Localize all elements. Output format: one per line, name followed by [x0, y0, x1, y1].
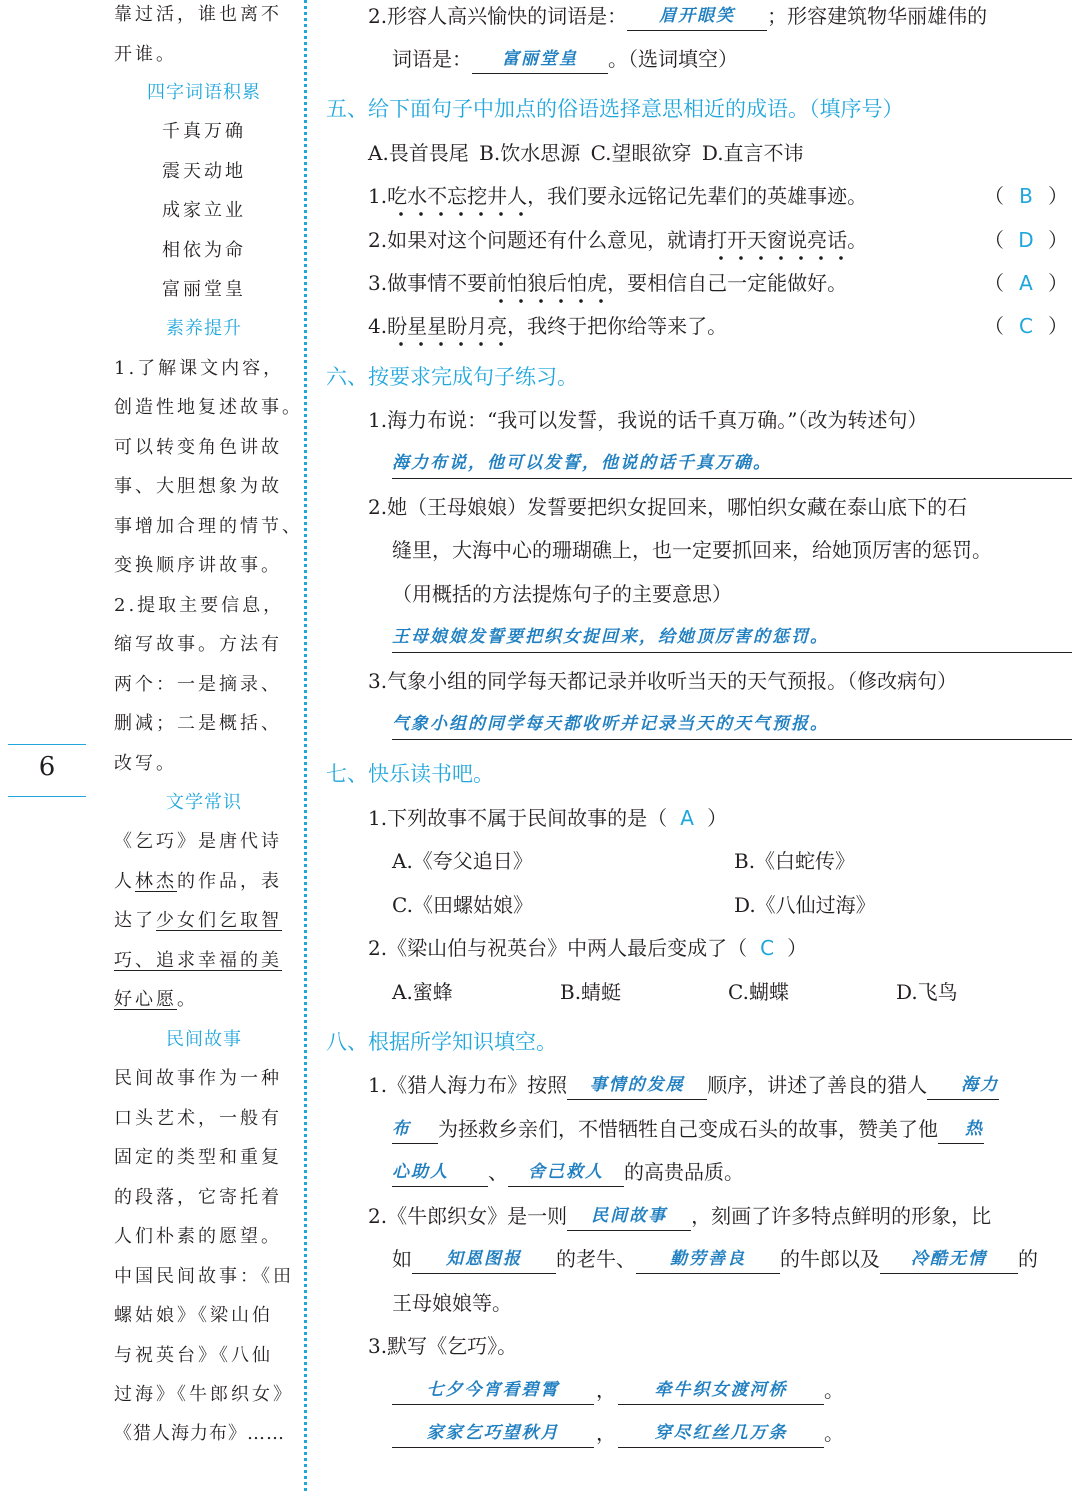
- literature-line: 《乞巧》是唐代诗: [114, 831, 282, 852]
- literature-line: 好心愿。: [114, 989, 198, 1010]
- section-6-q2: （用概括的方法提炼句子的主要意思）: [392, 582, 732, 606]
- answer-letter: A: [680, 806, 694, 830]
- literature-line: 达了少女们乞取智: [114, 910, 282, 931]
- section-7-option: A.蜜蜂: [392, 980, 453, 1004]
- folk-line: 人们朴素的愿望。: [114, 1226, 282, 1247]
- page-number-top-rule: [8, 744, 86, 745]
- section-5-item: 1.吃水不忘挖井人，我们要永远铭记先辈们的英雄事迹。 （ B ）: [368, 181, 1072, 211]
- section-5-title: 五、给下面句子中加点的俗语选择意思相近的成语。（填序号）: [326, 97, 904, 121]
- folk-line: 螺姑娘》《梁山伯: [114, 1305, 273, 1326]
- poem-blank: 七夕今宵看碧霄: [392, 1376, 594, 1405]
- answer-paren: （ B ）: [984, 184, 1068, 208]
- section-6-title: 六、按要求完成句子练习。: [326, 365, 578, 389]
- skill-line: 删减；二是概括、: [114, 713, 282, 734]
- answer-paren: （ A ）: [984, 271, 1068, 295]
- page-number-bottom-rule: [8, 796, 86, 797]
- underlined-theme: 少女们乞取智: [156, 910, 282, 931]
- section-8-q2-line2: 如 知恩图报 的老牛、 勤劳善良 的牛郎以及 冷酷无情 的: [392, 1244, 1038, 1274]
- section-7-option: D.飞鸟: [896, 980, 958, 1004]
- q4-2-line2: 词语是： 富丽堂皇 。（选词填空）: [392, 44, 738, 74]
- section-7-option: C.蝴蝶: [728, 980, 789, 1004]
- section-7-option: B.《白蛇传》: [734, 849, 856, 873]
- poem-line: 七夕今宵看碧霄 ， 牵牛织女渡河桥 。: [392, 1375, 844, 1405]
- skill-line: 2.提取主要信息，: [114, 595, 285, 616]
- sidebar-intro-line: 靠过活，谁也离不: [114, 4, 282, 25]
- section-7-option: B.蜻蜓: [560, 980, 622, 1004]
- poem-line: 家家乞巧望秋月 ， 穿尽红丝几万条 。: [392, 1418, 844, 1448]
- folk-heading: 民间故事: [166, 1029, 242, 1050]
- answer-blank: 冷酷无情: [880, 1245, 1018, 1274]
- folk-line: 《猎人海力布》……: [114, 1423, 285, 1444]
- section-7-title: 七、快乐读书吧。: [326, 762, 494, 786]
- answer-paren: （ C ）: [984, 314, 1068, 338]
- section-8-q3: 3.默写《乞巧》。: [368, 1334, 518, 1358]
- page-number: 6: [38, 752, 56, 782]
- section-6-a1: 海力布说，他可以发誓，他说的话千真万确。: [392, 448, 1072, 479]
- section-6-a3: 气象小组的同学每天都收听并记录当天的天气预报。: [392, 709, 1072, 740]
- folk-line: 固定的类型和重复: [114, 1147, 282, 1168]
- answer-blank: 事情的发展: [567, 1071, 707, 1100]
- section-8-q1-line3: 心助人 、 舍己救人 的高贵品质。: [392, 1157, 744, 1187]
- answer-blank: 海力: [927, 1071, 999, 1100]
- section-6-a2: 王母娘娘发誓要把织女捉回来，给她顶厉害的惩罚。: [392, 622, 1072, 653]
- section-6-q1: 1.海力布说：“我可以发誓，我说的话千真万确。”（改为转述句）: [368, 408, 928, 432]
- folk-line: 民间故事作为一种: [114, 1068, 282, 1089]
- skill-line: 变换顺序讲故事。: [114, 555, 282, 576]
- section-7-option: A.《夸父追日》: [392, 849, 533, 873]
- sidebar-intro-line: 开谁。: [114, 44, 177, 65]
- skill-line: 改写。: [114, 753, 177, 774]
- answer-blank: 富丽堂皇: [472, 45, 608, 74]
- literature-line: 巧、追求幸福的美: [114, 950, 282, 971]
- dotted-phrase: 吃水不忘挖井人: [387, 181, 527, 211]
- section-7-q1: 1.下列故事不属于民间故事的是（ A ）: [368, 803, 727, 833]
- section-5-item: 3.做事情不要前怕狼后怕虎，要相信自己一定能做好。 （ A ）: [368, 268, 1072, 298]
- vocab-item: 震天动地: [162, 161, 246, 182]
- answer-blank: 民间故事: [567, 1202, 691, 1231]
- section-7-option: C.《田螺姑娘》: [392, 893, 533, 917]
- section-8-q2-line1: 2.《牛郎织女》是一则 民间故事 ，刻画了许多特点鲜明的形象，比: [368, 1201, 991, 1231]
- dotted-phrase: 盼星星盼月亮: [387, 311, 507, 341]
- section-8-q1-line1: 1.《猎人海力布》按照 事情的发展 顺序，讲述了善良的猎人 海力: [368, 1070, 999, 1100]
- poem-blank: 穿尽红丝几万条: [618, 1419, 824, 1448]
- section-6-q3: 3.气象小组的同学每天都记录并收听当天的天气预报。（修改病句）: [368, 669, 958, 693]
- dotted-phrase: 前怕狼后怕虎: [487, 268, 607, 298]
- folk-line: 口头艺术，一般有: [114, 1108, 282, 1129]
- answer-blank: 勤劳善良: [636, 1245, 780, 1274]
- answer-blank: 心助人: [392, 1158, 488, 1187]
- answer-letter: C: [760, 936, 775, 960]
- answer-paren: （ D ）: [984, 228, 1068, 252]
- underlined-author: 林杰: [135, 871, 177, 892]
- section-8-q1-line2: 布 为拯救乡亲们，不惜牺牲自己变成石头的故事，赞美了他 热: [392, 1114, 984, 1144]
- section-7-option: D.《八仙过海》: [734, 893, 876, 917]
- section-6-q2: 缝里，大海中心的珊瑚礁上，也一定要抓回来，给她顶厉害的惩罚。: [392, 538, 992, 562]
- section-7-q2: 2.《梁山伯与祝英台》中两人最后变成了（ C ）: [368, 933, 807, 963]
- q4-2-line1: 2.形容人高兴愉快的词语是： 眉开眼笑 ；形容建筑物华丽雄伟的: [368, 1, 987, 31]
- folk-line: 与祝英台》《八仙: [114, 1345, 273, 1366]
- section-8-title: 八、根据所学知识填空。: [326, 1030, 557, 1054]
- dotted-divider: [304, 0, 307, 1491]
- answer-blank: 舍己救人: [508, 1158, 624, 1187]
- skill-line: 两个：一是摘录、: [114, 674, 282, 695]
- dotted-phrase: 打开天窗说亮话: [707, 225, 847, 255]
- folk-line: 中国民间故事：《田: [114, 1266, 294, 1287]
- vocab-item: 千真万确: [162, 121, 246, 142]
- skill-line: 事增加合理的情节、: [114, 516, 303, 537]
- skill-heading: 素养提升: [166, 318, 242, 339]
- vocab-item: 成家立业: [162, 200, 246, 221]
- folk-line: 的段落，它寄托着: [114, 1187, 282, 1208]
- skill-line: 创造性地复述故事。: [114, 397, 303, 418]
- poem-blank: 牵牛织女渡河桥: [618, 1376, 824, 1405]
- section-5-options: A.畏首畏尾 B.饮水思源 C.望眼欲穿 D.直言不讳: [368, 141, 804, 165]
- literature-heading: 文学常识: [166, 792, 242, 813]
- literature-line: 人林杰的作品，表: [114, 871, 282, 892]
- skill-line: 1.了解课文内容，: [114, 358, 285, 379]
- skill-line: 事、大胆想象为故: [114, 476, 282, 497]
- section-6-q2: 2.她（王母娘娘）发誓要把织女捉回来，哪怕织女藏在泰山底下的石: [368, 495, 968, 519]
- answer-blank: 眉开眼笑: [627, 2, 767, 31]
- vocab-heading: 四字词语积累: [147, 82, 261, 103]
- poem-blank: 家家乞巧望秋月: [392, 1419, 594, 1448]
- section-5-item: 4.盼星星盼月亮，我终于把你给等来了。 （ C ）: [368, 311, 1072, 341]
- section-8-q2-line3: 王母娘娘等。: [392, 1291, 512, 1315]
- page-number-area: [8, 744, 86, 798]
- skill-line: 可以转变角色讲故: [114, 437, 282, 458]
- skill-line: 缩写故事。方法有: [114, 634, 282, 655]
- section-5-item: 2.如果对这个问题还有什么意见，就请打开天窗说亮话。 （ D ）: [368, 225, 1072, 255]
- vocab-item: 富丽堂皇: [162, 279, 246, 300]
- answer-blank: 知恩图报: [412, 1245, 556, 1274]
- answer-blank: 热: [938, 1115, 984, 1144]
- vocab-item: 相依为命: [162, 240, 246, 261]
- folk-line: 过海》《牛郎织女》: [114, 1384, 294, 1405]
- answer-blank: 布: [392, 1115, 438, 1144]
